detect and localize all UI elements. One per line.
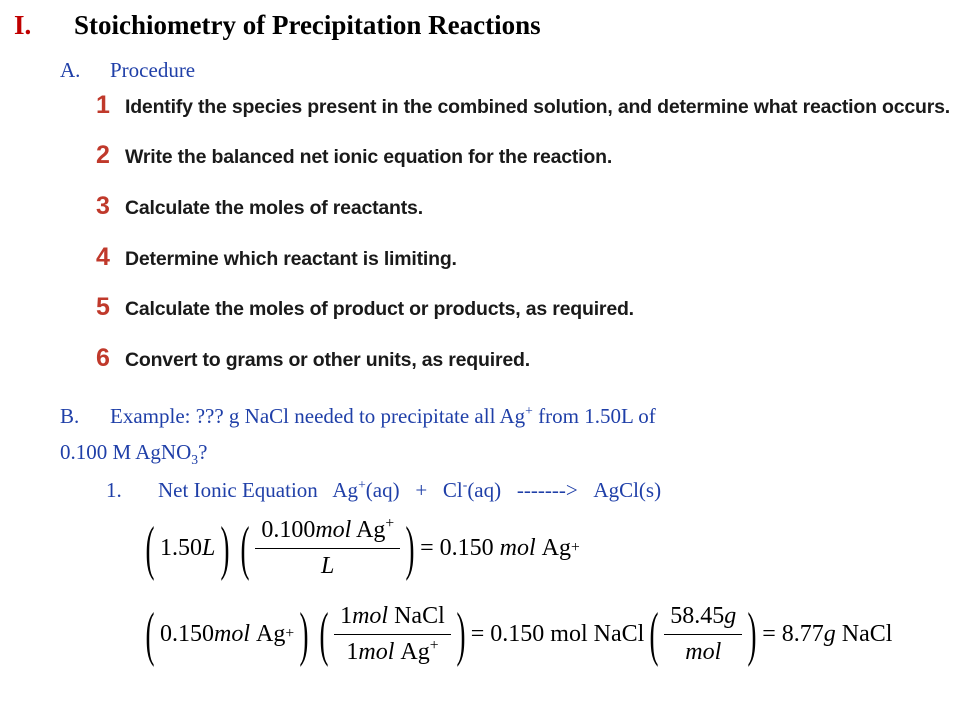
eq2-lhs-value: 0.150 — [159, 620, 214, 647]
eq1-num-value: 0.100 — [261, 516, 316, 543]
step-4-text: Determine which reactant is limiting. — [125, 248, 457, 270]
eq2-f1-num-value: 1 — [340, 602, 353, 629]
example-text-end: from 1.50L of — [532, 404, 656, 428]
eq1-lhs-value: 1.50 — [159, 534, 202, 561]
eq2-result-unit: g — [823, 620, 836, 647]
eq2-f1-num-unit: mol — [352, 602, 389, 629]
ag-state: (aq) — [365, 478, 400, 502]
eq1-lhs-unit: L — [201, 534, 216, 561]
eq1-num-species: Ag — [356, 516, 386, 543]
eq2-f1-denominator — [334, 635, 451, 666]
eq2-f2-num-value: 58.45 — [670, 602, 725, 629]
right-paren: ) — [405, 515, 415, 581]
subscript: 3 — [191, 452, 199, 468]
eq2-f1-den-value: 1 — [346, 638, 359, 665]
eq2-f1-num-species: NaCl — [394, 602, 445, 629]
eq2-f1-den-charge: + — [429, 636, 439, 654]
eq1-result-species: Ag — [541, 534, 572, 561]
product: AgCl(s) — [593, 478, 662, 502]
section-a-letter: A. — [60, 58, 81, 82]
right-paren: ) — [220, 515, 230, 581]
cl-ion: Cl — [442, 478, 463, 502]
example-text: Example: ??? g NaCl needed to precipitate all Ag — [110, 404, 526, 428]
eq2-f2-numerator — [664, 603, 742, 635]
ag-charge: + — [358, 477, 366, 492]
left-paren: ( — [319, 601, 329, 667]
equation-2: ( 0.150 mol Ag + ) ( $\frac{\text{1mol NaCl}}{1mol Ag^+}$ ) = 0.150 mol NaCl ( $\frac{58.45g}{\text{mol}}$ ) = 8.77 g NaCl — [145, 601, 893, 667]
left-paren: ( — [240, 515, 250, 581]
step-number: 2 — [96, 141, 110, 169]
eq2-f2-num-unit: g — [724, 602, 737, 629]
step-1 — [96, 91, 110, 120]
left-paren: ( — [145, 601, 155, 667]
eq2-f1-numerator — [334, 603, 451, 635]
step-6-text: Convert to grams or other units, as required. — [125, 349, 530, 371]
eq1-denominator: L — [321, 552, 335, 579]
eq2-f1-den-unit: mol — [358, 638, 395, 665]
charge-sup: + — [525, 403, 533, 418]
equation-1: ( 1.50 L ) ( $\frac{0.100mol Ag^+}{L}$ ) = 0.150 mol Ag + — [145, 514, 580, 581]
step-number: 4 — [96, 243, 110, 271]
step-1-text: Identify the species present in the combined solution, and determine what reaction occurs. — [125, 96, 951, 118]
item-1-number: 1. — [106, 478, 122, 502]
right-paren: ) — [299, 601, 309, 667]
step-5-text: Calculate the moles of product or products, as required. — [125, 298, 634, 320]
step-2-text: Write the balanced net ionic equation for the reaction. — [125, 146, 613, 168]
item-1-line — [158, 478, 661, 503]
left-paren: ( — [649, 601, 659, 667]
reaction-arrow: -------> — [516, 478, 578, 502]
step-number: 5 — [96, 293, 110, 321]
example-text-2: 0.100 M AgNO — [60, 440, 192, 464]
plus-sign: + — [415, 478, 428, 502]
ag-ion: Ag — [332, 478, 359, 502]
eq1-fraction — [255, 514, 400, 580]
eq2-f2-denominator: mol — [685, 638, 722, 665]
title-number: I. — [14, 10, 32, 40]
step-number: 6 — [96, 344, 110, 372]
item-1-label: Net Ionic Equation — [158, 478, 318, 502]
step-3-text: Calculate the moles of reactants. — [125, 197, 423, 219]
eq1-result-value: = 0.150 — [420, 534, 494, 561]
page-title: Stoichiometry of Precipitation Reactions — [74, 10, 541, 40]
eq1-numerator — [255, 514, 400, 549]
section-b-line-2 — [60, 440, 208, 468]
right-paren: ) — [747, 601, 757, 667]
section-b-line-1 — [110, 404, 656, 429]
question-mark: ? — [198, 440, 208, 464]
eq2-fraction-2 — [664, 603, 742, 666]
section-a-label: Procedure — [110, 58, 196, 82]
eq2-lhs-unit: mol — [213, 620, 250, 647]
left-paren: ( — [145, 515, 155, 581]
eq1-num-charge: + — [385, 514, 395, 532]
cl-state: (aq) — [467, 478, 502, 502]
eq2-fraction-1 — [334, 603, 451, 666]
step-number: 3 — [96, 192, 110, 220]
eq2-f1-den-species: Ag — [400, 638, 430, 665]
cl-charge: - — [462, 477, 468, 492]
eq1-result-unit: mol — [499, 534, 536, 561]
eq2-lhs-species: Ag — [255, 620, 286, 647]
right-paren: ) — [456, 601, 466, 667]
step-number: 1 — [96, 91, 110, 119]
step-5 — [96, 293, 110, 322]
step-4 — [96, 243, 110, 272]
eq1-num-unit: mol — [315, 516, 352, 543]
step-3 — [96, 192, 110, 221]
step-2 — [96, 141, 110, 170]
eq2-result-value: = 8.77 — [762, 620, 824, 647]
section-b-letter: B. — [60, 404, 80, 428]
eq2-result-species: NaCl — [841, 620, 893, 647]
step-6 — [96, 344, 110, 373]
eq2-intermediate: = 0.150 mol NaCl — [470, 620, 645, 647]
